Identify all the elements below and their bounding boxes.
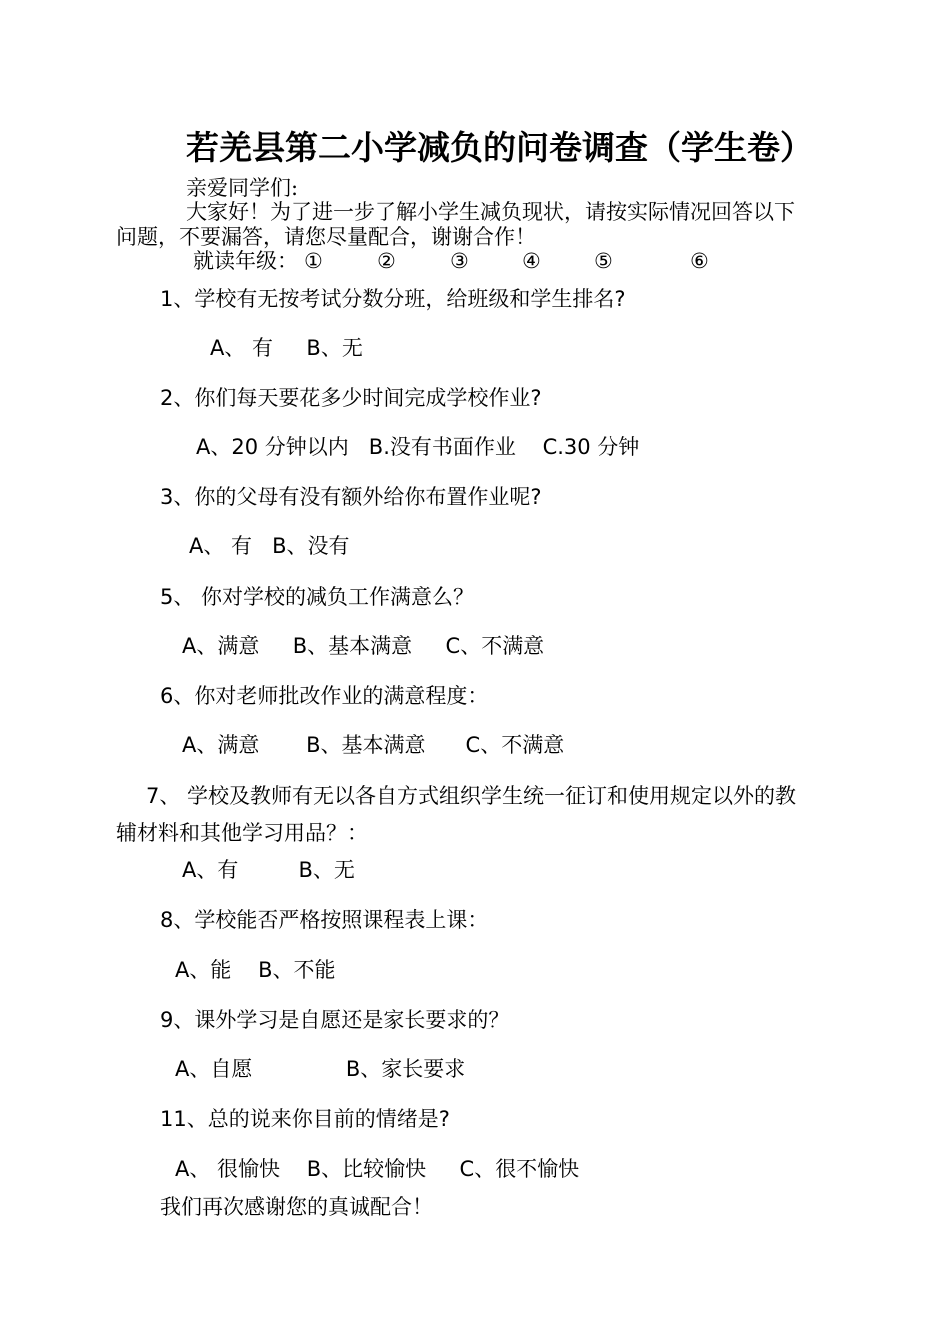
greeting: 亲爱同学们:	[186, 176, 299, 200]
question-1-options: A、 有 B、无	[210, 336, 363, 360]
grade-option-6: ⑥	[690, 249, 709, 273]
question-3: 3、你的父母有没有额外给你布置作业呢?	[160, 485, 542, 509]
question-5-options: A、满意 B、基本满意 C、不满意	[182, 634, 545, 658]
question-9-options: A、自愿 B、家长要求	[175, 1057, 466, 1081]
intro-line-2: 问题，不要漏答，请您尽量配合，谢谢合作！	[116, 225, 536, 249]
question-8-options: A、能 B、不能	[175, 958, 336, 982]
question-3-options: A、 有 B、没有	[189, 534, 350, 558]
question-7-line-1: 7、 学校及教师有无以各自方式组织学生统一征订和使用规定以外的教	[146, 784, 797, 808]
question-11-options: A、 很愉快 B、比较愉快 C、很不愉快	[175, 1157, 580, 1181]
question-2: 2、你们每天要花多少时间完成学校作业?	[160, 386, 542, 410]
question-7-line-2: 辅材料和其他学习用品？：	[116, 821, 368, 845]
grade-option-3: ③	[450, 249, 469, 273]
question-11: 11、总的说来你目前的情绪是?	[160, 1107, 450, 1131]
grade-option-5: ⑤	[594, 249, 613, 273]
grade-option-4: ④	[522, 249, 541, 273]
grade-option-1: ①	[304, 249, 323, 273]
question-6-options: A、满意 B、基本满意 C、不满意	[182, 733, 565, 757]
question-6: 6、你对老师批改作业的满意程度：	[160, 684, 489, 708]
grade-label: 就读年级：	[193, 249, 298, 273]
question-2-options: A、20 分钟以内 B.没有书面作业 C.30 分钟	[196, 435, 640, 459]
question-7-options: A、有 B、无	[182, 858, 355, 882]
question-9: 9、课外学习是自愿还是家长要求的？	[160, 1008, 510, 1032]
page-title: 若羌县第二小学减负的问卷调查（学生卷）	[186, 128, 813, 167]
question-5: 5、 你对学校的减负工作满意么？	[160, 585, 475, 609]
grade-option-2: ②	[377, 249, 396, 273]
closing-text: 我们再次感谢您的真诚配合！	[160, 1195, 433, 1219]
question-8: 8、学校能否严格按照课程表上课：	[160, 908, 489, 932]
intro-line-1: 大家好！为了进一步了解小学生减负现状，请按实际情况回答以下	[186, 200, 795, 224]
question-1: 1、学校有无按考试分数分班，给班级和学生排名?	[160, 287, 626, 311]
